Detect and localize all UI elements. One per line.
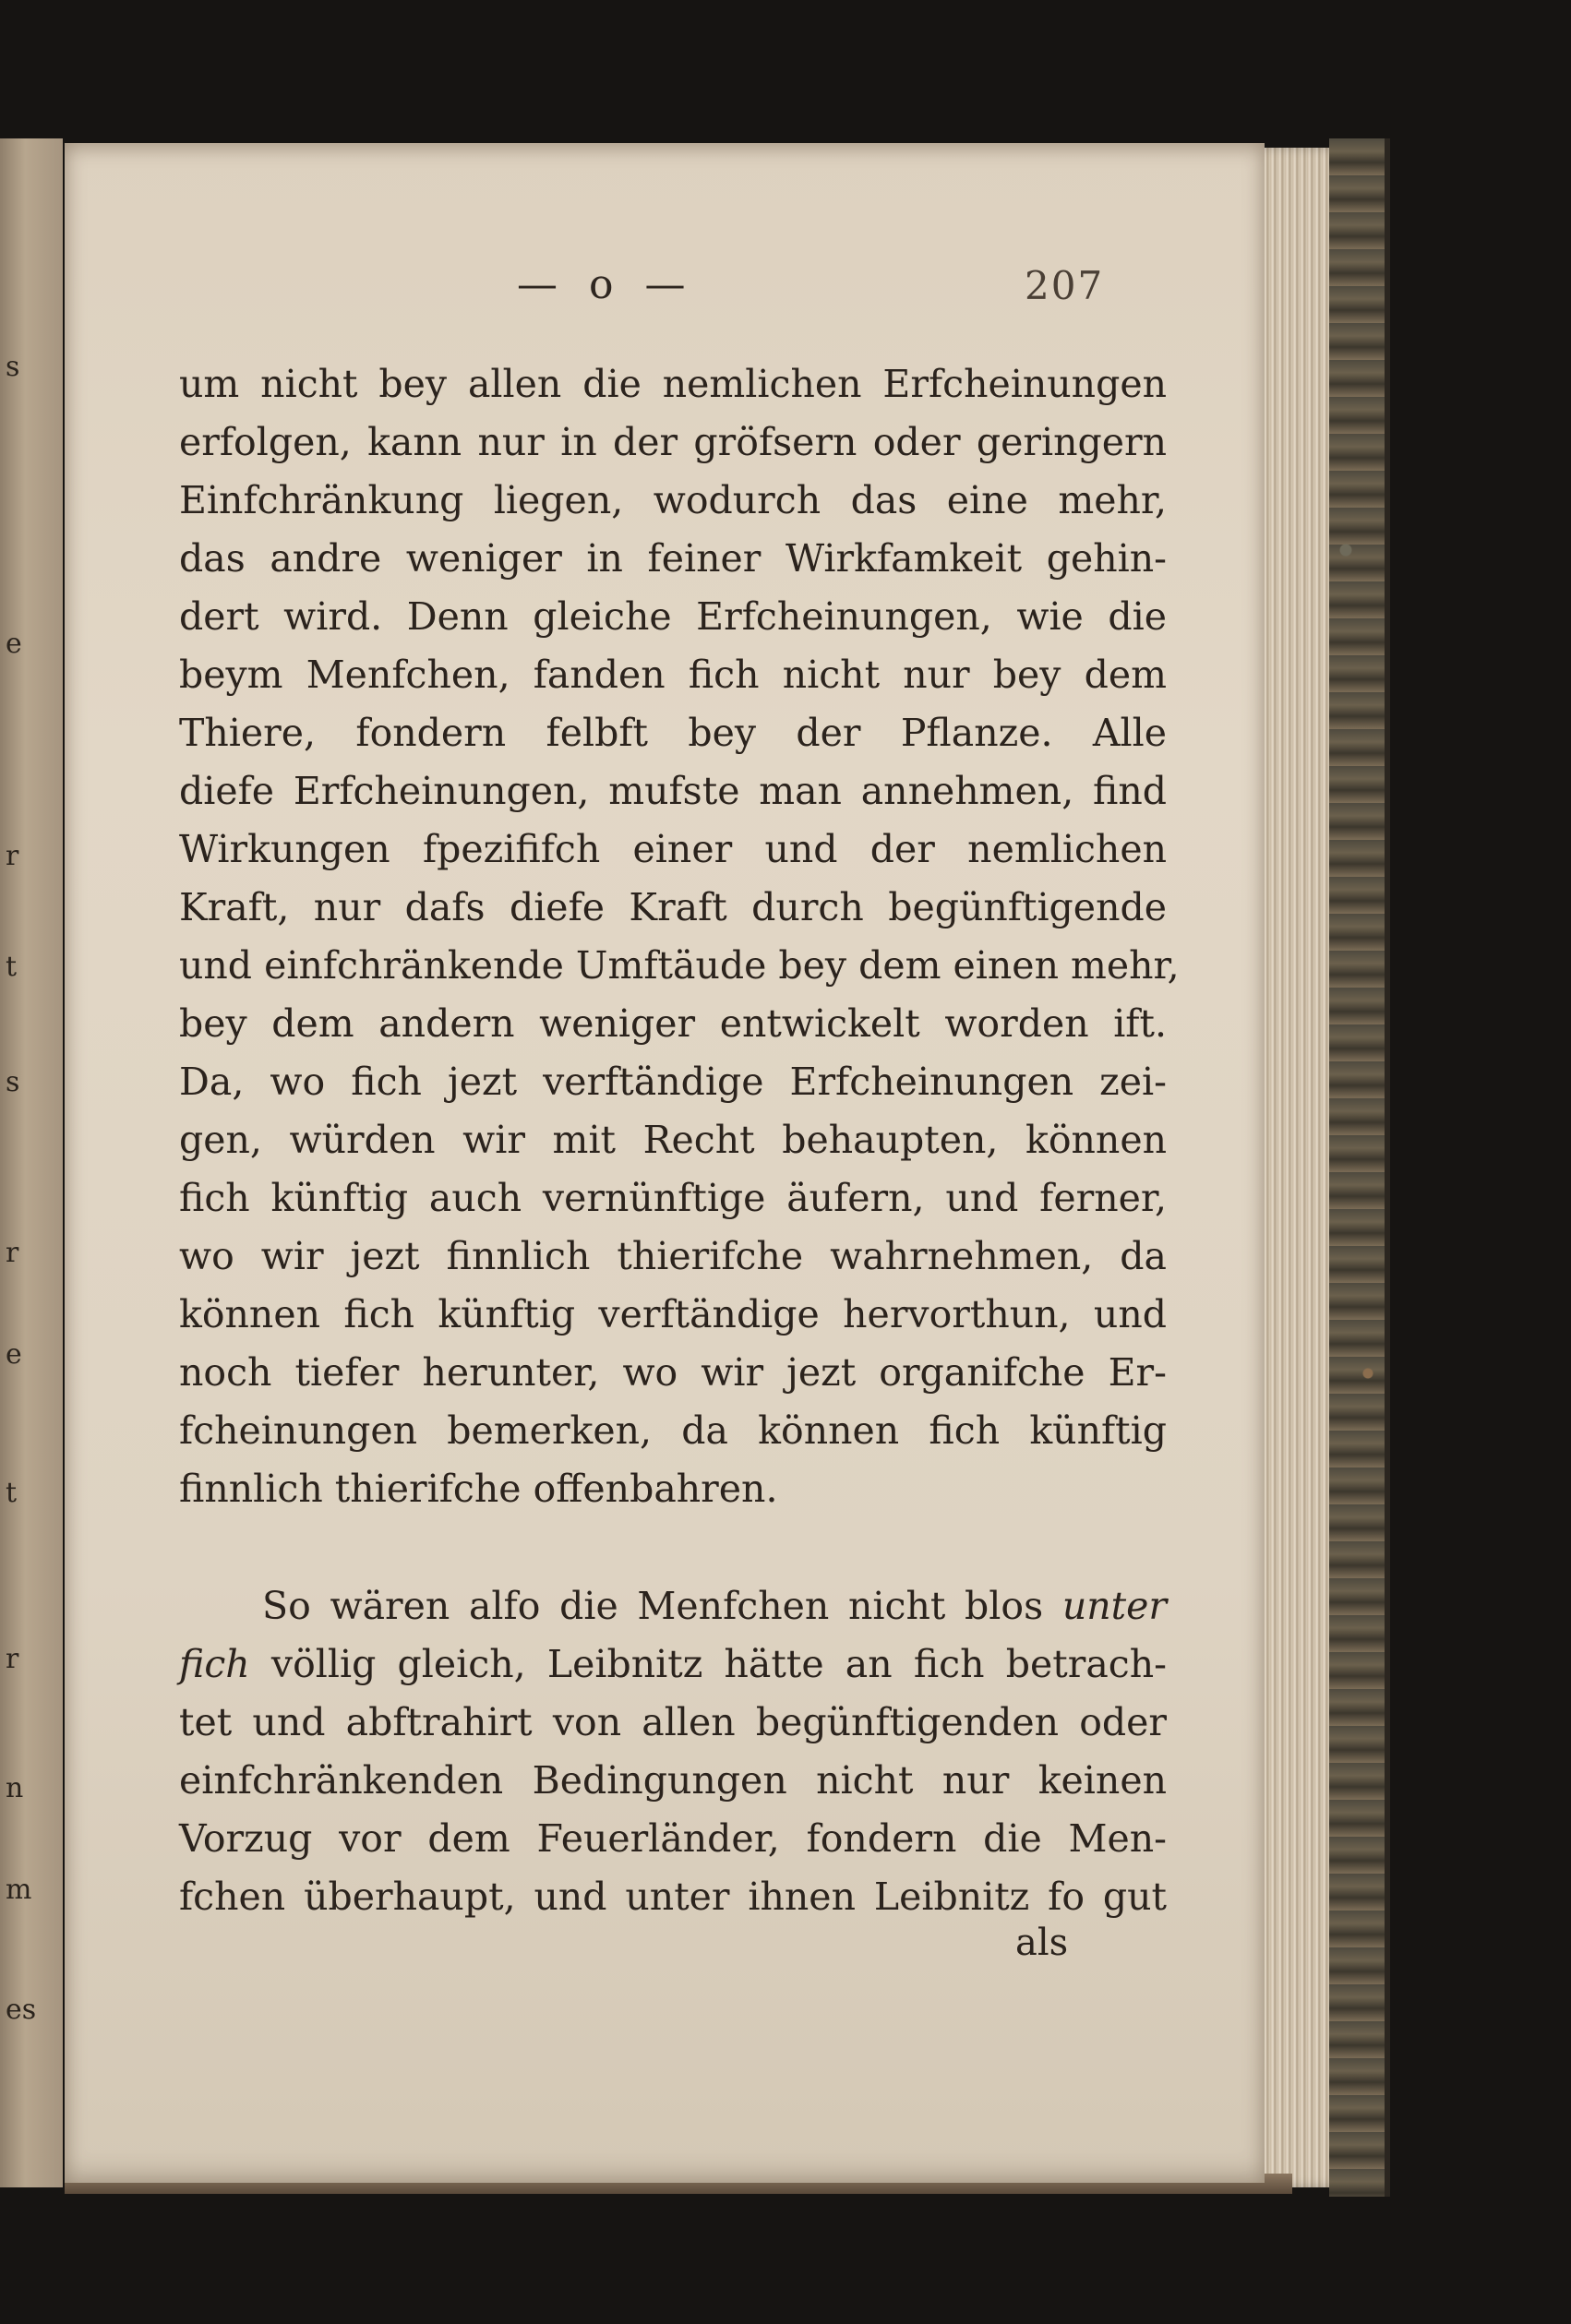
text-line: tet und abftrahirt von allen begünftigenden oder (179, 1700, 1167, 1744)
left-page-fragment: s (6, 351, 20, 383)
text-line: gen, würden wir mit Recht behaupten, können (179, 1118, 1167, 1162)
left-page-fragment: s (6, 1066, 20, 1098)
book-page (65, 143, 1265, 2183)
text-line-paragraph-start (179, 1577, 1167, 1635)
left-page-fragment: e (6, 628, 22, 660)
book-cover-edge (1329, 138, 1390, 2197)
text-line: und einfchränkende Umftäude bey dem einen mehr, (179, 943, 1180, 988)
left-page-fragment: r (6, 1643, 19, 1675)
left-page-fragment: r (6, 1237, 19, 1269)
italic-word: unter (1061, 1584, 1167, 1628)
text-line: Wirkungen fpezififch einer und der nemlichen (179, 827, 1167, 871)
page-number: 207 (1025, 263, 1105, 308)
left-page-fragment: m (6, 1874, 32, 1906)
text-line: bey dem andern weniger entwickelt worden ift. (179, 1001, 1167, 1046)
text-span: völlig gleich, Leibnitz hätte an fich betrach- (249, 1642, 1167, 1686)
left-page-fragment: n (6, 1772, 24, 1804)
text-line: können fich künftig verftändige hervorthun, und (179, 1292, 1167, 1336)
text-span: So wären alfo die Menfchen nicht blos (262, 1584, 1062, 1628)
text-line: Vorzug vor dem Feuerländer, fondern die Men- (179, 1816, 1167, 1861)
text-line (179, 1635, 1167, 1694)
text-line: diefe Erfcheinungen, mufste man annehmen, find (179, 769, 1167, 813)
text-line-paragraph-end: finnlich thierifche offenbahren. (179, 1467, 778, 1511)
left-page-fragment: r (6, 840, 19, 872)
text-line: dert wird. Denn gleiche Erfcheinungen, wie die (179, 594, 1167, 639)
text-line: erfolgen, kann nur in der gröfsern oder geringern (179, 420, 1167, 464)
text-line: Thiere, fondern felbft bey der Pflanze. Alle (179, 711, 1167, 755)
catchword: als (1015, 1922, 1069, 1964)
text-line: Da, wo fich jezt verftändige Erfcheinungen zei- (179, 1060, 1167, 1104)
body-text (179, 355, 1180, 1926)
text-line: wo wir jezt finnlich thierifche wahrnehmen, da (179, 1234, 1167, 1278)
left-page-fragment: t (6, 951, 18, 983)
left-page-fragment: t (6, 1477, 18, 1509)
text-line: noch tiefer herunter, wo wir jezt organifche Er- (179, 1350, 1167, 1395)
left-page-fragment: es (6, 1994, 37, 2026)
text-line: beym Menfchen, fanden fich nicht nur bey dem (179, 653, 1167, 697)
text-line: fcheinungen bemerken, da können fich künftig (179, 1408, 1167, 1453)
left-page-fragment: e (6, 1338, 22, 1371)
paragraph-gap (179, 1518, 1167, 1577)
text-line: Kraft, nur dafs diefe Kraft durch begünftigende (179, 885, 1167, 929)
page-header (65, 261, 1265, 317)
text-line: Einfchränkung liegen, wodurch das eine mehr, (179, 478, 1167, 522)
text-line: um nicht bey allen die nemlichen Erfcheinungen (179, 362, 1167, 406)
header-ornament: — o — (517, 261, 695, 308)
text-line: fchen überhaupt, und unter ihnen Leibnitz fo gut (179, 1875, 1167, 1919)
left-page-edge (0, 138, 63, 2187)
text-line: einfchränkenden Bedingungen nicht nur keinen (179, 1758, 1167, 1803)
text-line: fich künftig auch vernünftige äufern, und ferner, (179, 1176, 1167, 1220)
italic-word: fich (179, 1642, 250, 1686)
text-line: das andre weniger in feiner Wirkfamkeit gehin- (179, 536, 1167, 581)
